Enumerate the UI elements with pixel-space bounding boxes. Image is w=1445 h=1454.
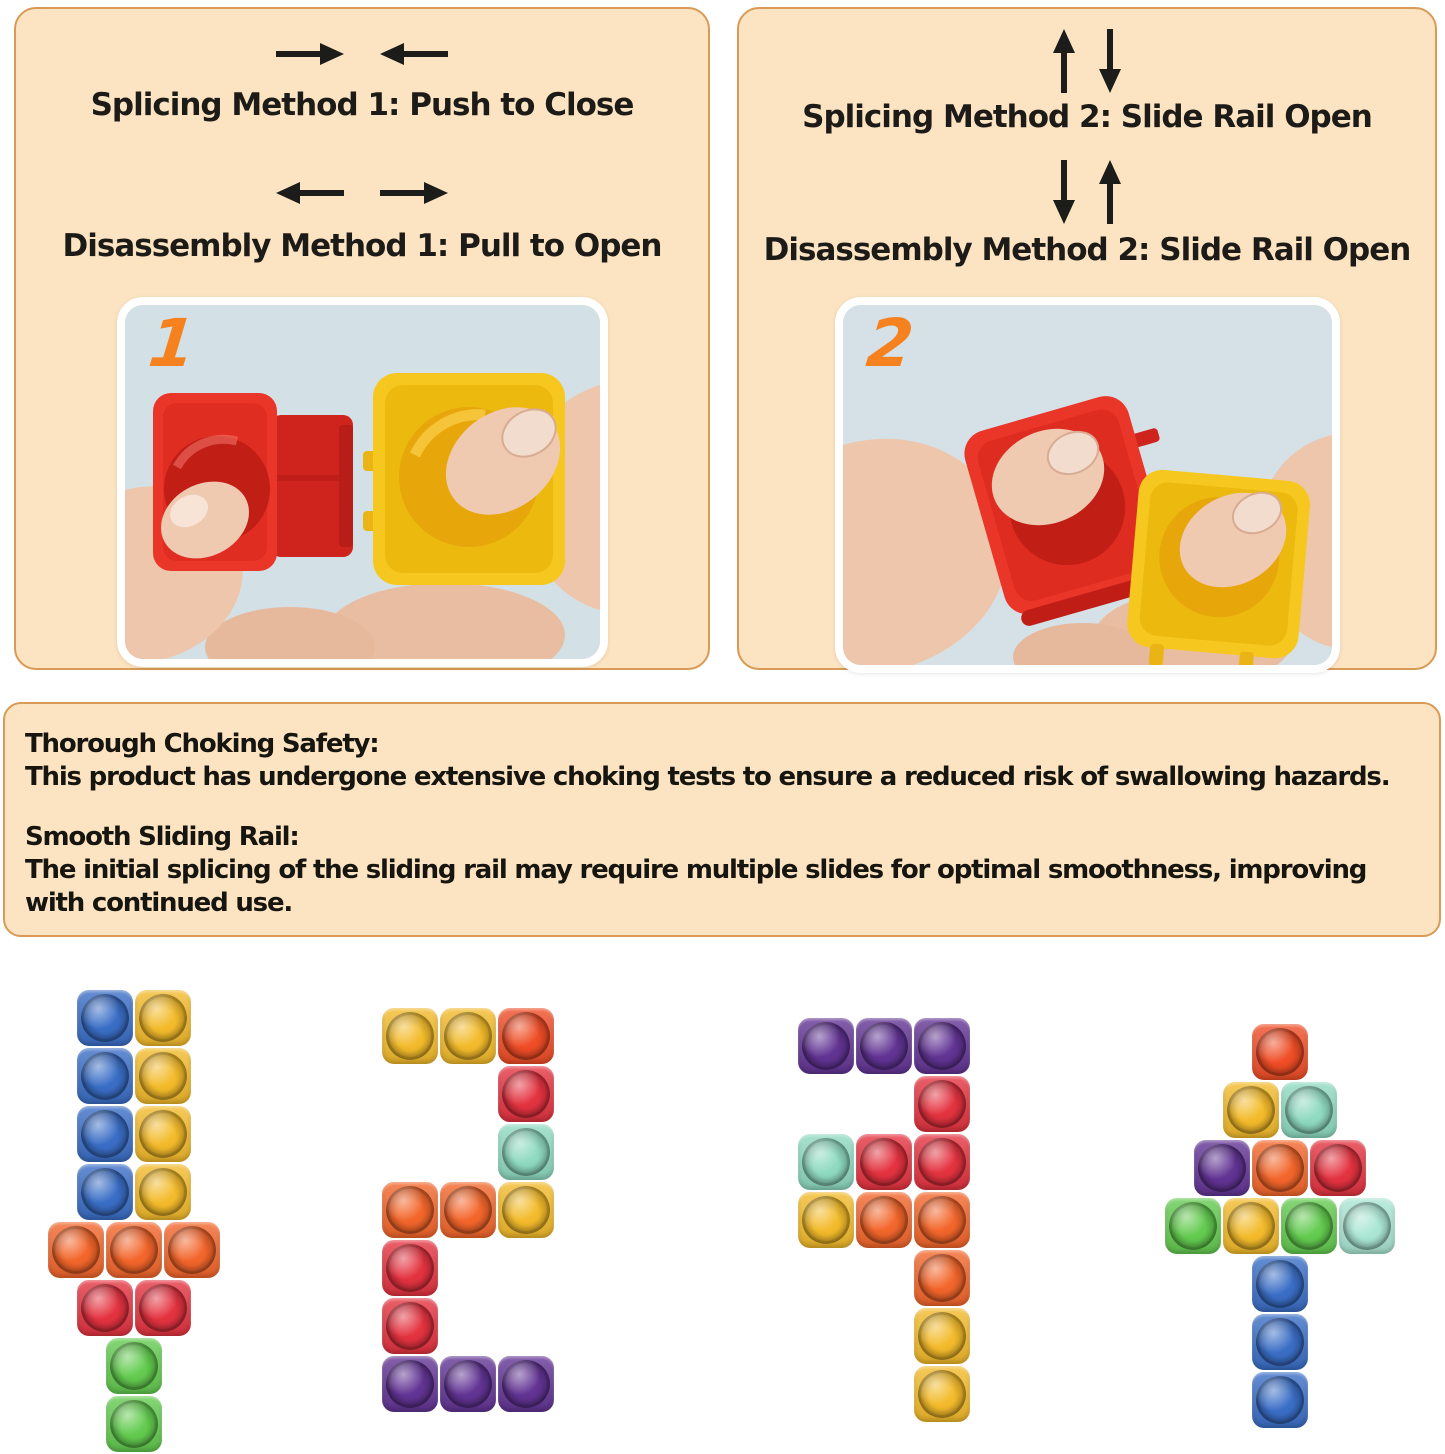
arrow-right-icon [276, 43, 344, 65]
pop-cube-mint [1339, 1198, 1395, 1254]
pop-cube-orangered [1252, 1024, 1308, 1080]
choking-safety-body: This product has undergone extensive choking tests to ensure a reduced risk of swallowing hazards. [25, 762, 1390, 793]
pop-cube-blue [77, 990, 133, 1046]
pop-cube-orange [164, 1222, 220, 1278]
pop-cube-orange [914, 1192, 970, 1248]
pop-cube-red [135, 1280, 191, 1336]
arrow-up-icon [1099, 160, 1121, 224]
pop-bubble [918, 1022, 966, 1070]
arrow-left-icon [276, 182, 344, 204]
pop-cube-red [1310, 1140, 1366, 1196]
slide-rail-arrows [739, 29, 1435, 93]
pop-bubble [81, 1052, 129, 1100]
step-1-number: 1 [144, 305, 199, 383]
pop-cube-red [77, 1280, 133, 1336]
pop-bubble [918, 1312, 966, 1360]
pop-cube-teal [1281, 1082, 1337, 1138]
pop-cube-teal [498, 1124, 554, 1180]
pop-bubble [502, 1186, 550, 1234]
pop-bubble [139, 1052, 187, 1100]
sliding-rail-heading: Smooth Sliding Rail: [25, 821, 299, 852]
pop-cube-orange [48, 1222, 104, 1278]
pop-bubble [1227, 1202, 1275, 1250]
pop-cube-orange [106, 1222, 162, 1278]
pop-bubble [110, 1342, 158, 1390]
arrow-up-icon [1053, 29, 1075, 93]
arrow-right-icon [380, 182, 448, 204]
pop-bubble [502, 1070, 550, 1118]
step-2-photo [835, 297, 1340, 673]
choking-safety-heading: Thorough Choking Safety: [25, 729, 379, 759]
safety-notes-box [3, 702, 1441, 937]
pop-cube-green [106, 1338, 162, 1394]
pop-cube-purple [1194, 1140, 1250, 1196]
splicing-method-1-title: Splicing Method 1: Push to Close [90, 87, 634, 123]
pop-bubble [1256, 1318, 1304, 1366]
pop-bubble [1198, 1144, 1246, 1192]
pop-bubble [1285, 1086, 1333, 1134]
pop-bubble [1256, 1028, 1304, 1076]
method-2-panel [737, 7, 1437, 670]
pop-cube-orange [914, 1250, 970, 1306]
step-2-number: 2 [862, 305, 917, 383]
pop-cube-yellow [135, 1106, 191, 1162]
pop-bubble [81, 994, 129, 1042]
arrow-left-icon [380, 43, 448, 65]
pop-bubble [386, 1012, 434, 1060]
pop-cube-purple [914, 1018, 970, 1074]
pop-bubble [502, 1360, 550, 1408]
pop-cube-green [1281, 1198, 1337, 1254]
pop-bubble [918, 1254, 966, 1302]
pop-bubble [444, 1012, 492, 1060]
pop-cube-blue [1252, 1256, 1308, 1312]
disassembly-method-1-title: Disassembly Method 1: Pull to Open [62, 228, 662, 265]
pop-cube-yellow [440, 1008, 496, 1064]
pop-cube-blue [1252, 1314, 1308, 1370]
pop-cube-red [856, 1134, 912, 1190]
pop-bubble [1314, 1144, 1362, 1192]
pop-cube-yellow [798, 1192, 854, 1248]
pop-bubble [1256, 1144, 1304, 1192]
pop-cube-yellow [498, 1182, 554, 1238]
pop-bubble [1169, 1202, 1217, 1250]
pop-cube-yellow [135, 1164, 191, 1220]
pop-bubble [1227, 1086, 1275, 1134]
pop-bubble [1256, 1376, 1304, 1424]
pop-bubble [802, 1022, 850, 1070]
pop-cube-blue [77, 1106, 133, 1162]
pop-cube-red [914, 1076, 970, 1132]
pop-cube-yellow [1223, 1082, 1279, 1138]
pop-bubble [1285, 1202, 1333, 1250]
pop-bubble [802, 1138, 850, 1186]
method-1-panel [14, 7, 710, 670]
pop-cube-purple [498, 1356, 554, 1412]
pop-cube-purple [856, 1018, 912, 1074]
pop-bubble [110, 1226, 158, 1274]
pop-cube-blue [77, 1048, 133, 1104]
pop-bubble [139, 1110, 187, 1158]
pop-bubble [81, 1110, 129, 1158]
pop-bubble [860, 1022, 908, 1070]
pop-bubble [386, 1360, 434, 1408]
pop-bubble [918, 1080, 966, 1128]
pop-bubble [1343, 1202, 1391, 1250]
pop-cube-blue [77, 1164, 133, 1220]
pop-cube-yellow [382, 1008, 438, 1064]
pop-cube-yellow [914, 1308, 970, 1364]
pop-cube-orange [440, 1182, 496, 1238]
pop-bubble [860, 1138, 908, 1186]
sliding-rail-body: The initial splicing of the sliding rail may require multiple slides for optimal smoothness, improving with continued use. [25, 854, 1367, 919]
push-together-arrows [16, 43, 708, 65]
pop-bubble [918, 1196, 966, 1244]
step-1-photo [117, 297, 608, 667]
pop-cube-red [914, 1134, 970, 1190]
pop-bubble [139, 1168, 187, 1216]
pop-bubble [1256, 1260, 1304, 1308]
pop-cube-purple [440, 1356, 496, 1412]
pop-bubble [81, 1284, 129, 1332]
slide-rail-open-arrows [739, 160, 1435, 224]
arrow-down-icon [1099, 29, 1121, 93]
pop-bubble [110, 1400, 158, 1448]
pop-cube-orangered [498, 1008, 554, 1064]
pop-bubble [168, 1226, 216, 1274]
pop-bubble [444, 1360, 492, 1408]
pop-bubble [502, 1012, 550, 1060]
pop-cube-yellow [1223, 1198, 1279, 1254]
pop-cube-orange [856, 1192, 912, 1248]
pop-bubble [444, 1186, 492, 1234]
pop-cube-teal [798, 1134, 854, 1190]
pop-cube-red [498, 1066, 554, 1122]
pop-cube-red [382, 1240, 438, 1296]
pop-cube-yellow [914, 1366, 970, 1422]
pop-bubble [81, 1168, 129, 1216]
pop-bubble [860, 1196, 908, 1244]
pop-bubble [918, 1370, 966, 1418]
pop-cube-purple [798, 1018, 854, 1074]
pop-bubble [802, 1196, 850, 1244]
step-1-illustration [125, 305, 600, 659]
pop-bubble [52, 1226, 100, 1274]
step-2-illustration [843, 305, 1332, 665]
pop-bubble [139, 1284, 187, 1332]
pull-apart-arrows [16, 182, 708, 204]
pop-cube-green [1165, 1198, 1221, 1254]
disassembly-method-2-title: Disassembly Method 2: Slide Rail Open [763, 232, 1411, 269]
pop-bubble [502, 1128, 550, 1176]
pop-bubble [139, 994, 187, 1042]
splicing-method-2-title: Splicing Method 2: Slide Rail Open [802, 99, 1372, 135]
arrow-down-icon [1053, 160, 1075, 224]
pop-bubble [918, 1138, 966, 1186]
pop-cube-orange [1252, 1140, 1308, 1196]
pop-bubble [386, 1186, 434, 1234]
pop-cube-purple [382, 1356, 438, 1412]
pop-cube-yellow [135, 990, 191, 1046]
pop-cube-blue [1252, 1372, 1308, 1428]
pop-cube-green [106, 1396, 162, 1452]
pop-cube-yellow [135, 1048, 191, 1104]
pop-cube-red [382, 1298, 438, 1354]
pop-bubble [386, 1302, 434, 1350]
pop-cube-orange [382, 1182, 438, 1238]
pop-bubble [386, 1244, 434, 1292]
